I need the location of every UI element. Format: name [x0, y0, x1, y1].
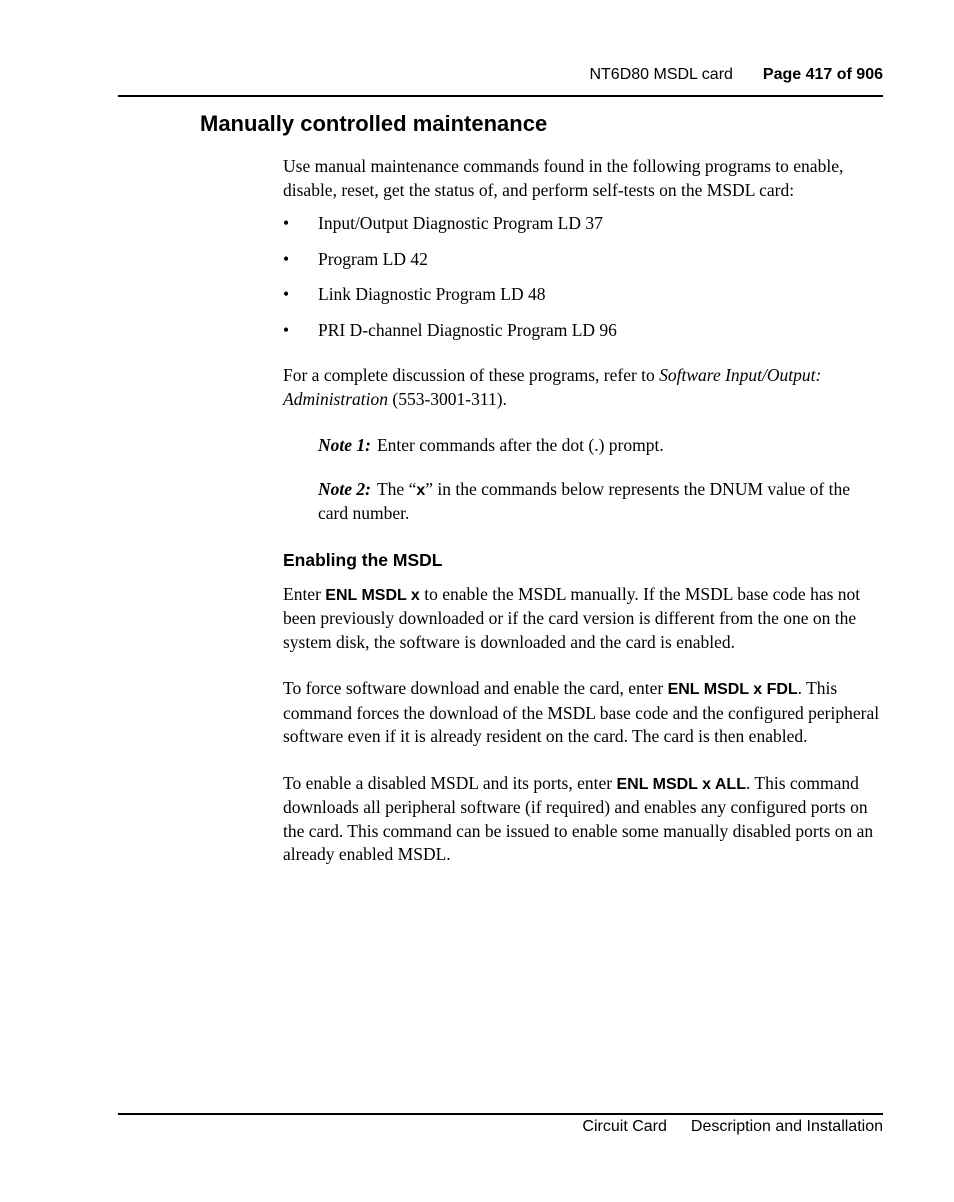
subsection-title: Enabling the MSDL	[283, 549, 443, 570]
list-item: • Link Diagnostic Program LD 48	[283, 283, 883, 307]
command-enl-msdl-fdl: ENL MSDL x FDL	[667, 681, 798, 698]
reference-title: Software Input/Output: Administration	[283, 365, 822, 409]
header-rule	[118, 95, 883, 97]
list-item: • Input/Output Diagnostic Program LD 37	[283, 212, 883, 236]
enable-paragraph-1	[283, 583, 883, 655]
intro-paragraph: Use manual maintenance commands found in the following programs to enable, disable, reset, get the status of, and perform self-tests on the MSDL card:	[283, 156, 844, 200]
enable-paragraph-2	[283, 677, 883, 749]
reference-before: For a complete discussion of these programs, refer to	[283, 365, 660, 385]
note-2-pre: The “	[376, 478, 417, 499]
header-doc-title: NT6D80 MSDL card	[589, 66, 733, 83]
body-column	[283, 155, 883, 867]
para-3-post: . This command downloads all peripheral software (if required) and enables any configured ports on the card. This command can be issued to enable some manually disabled ports on an already enabled MSDL.	[283, 772, 874, 864]
note-2-post: ” in the commands below represents the DNUM value of the card number.	[318, 478, 850, 523]
para-2-post: . This command forces the download of the MSDL base code and the configured peripheral software even if it is already resident on the card. The card is then enabled.	[283, 678, 880, 746]
header-page-number: Page 417 of 906	[762, 66, 883, 83]
para-1-post: to enable the MSDL manually. If the MSDL base code has not been previously downloaded or if the card version is different from the one on the system disk, the software is downloaded and the card is enabled.	[283, 583, 861, 652]
footer-rule	[118, 1113, 883, 1115]
note-1-text: Enter commands after the dot (.) prompt.	[376, 435, 664, 455]
para-1-pre: Enter	[283, 583, 326, 604]
list-item: • Program LD 42	[283, 248, 883, 272]
command-enl-msdl-all: ENL MSDL x ALL	[616, 775, 746, 793]
section-title: Manually controlled maintenance	[200, 111, 548, 136]
reference-paragraph	[283, 364, 883, 411]
note-1	[318, 434, 883, 458]
footer-left: Circuit Card	[582, 1118, 667, 1135]
program-list	[283, 212, 883, 342]
list-item: • PRI D-channel Diagnostic Program LD 96	[283, 319, 883, 343]
enable-paragraph-3	[283, 772, 883, 867]
reference-after: (553-3001-311).	[388, 388, 507, 409]
note-1-label: Note 1:	[318, 435, 371, 455]
note-2-code: x	[416, 481, 426, 499]
footer-right: Description and Installation	[690, 1118, 883, 1135]
para-2-pre: To force software download and enable the card, enter	[283, 678, 668, 698]
para-3-pre: To enable a disabled MSDL and its ports, enter	[283, 772, 617, 793]
note-2	[318, 478, 883, 526]
note-2-label: Note 2:	[318, 478, 371, 499]
command-enl-msdl: ENL MSDL x	[325, 586, 420, 604]
page-header	[589, 66, 883, 84]
page-footer	[582, 1118, 883, 1136]
